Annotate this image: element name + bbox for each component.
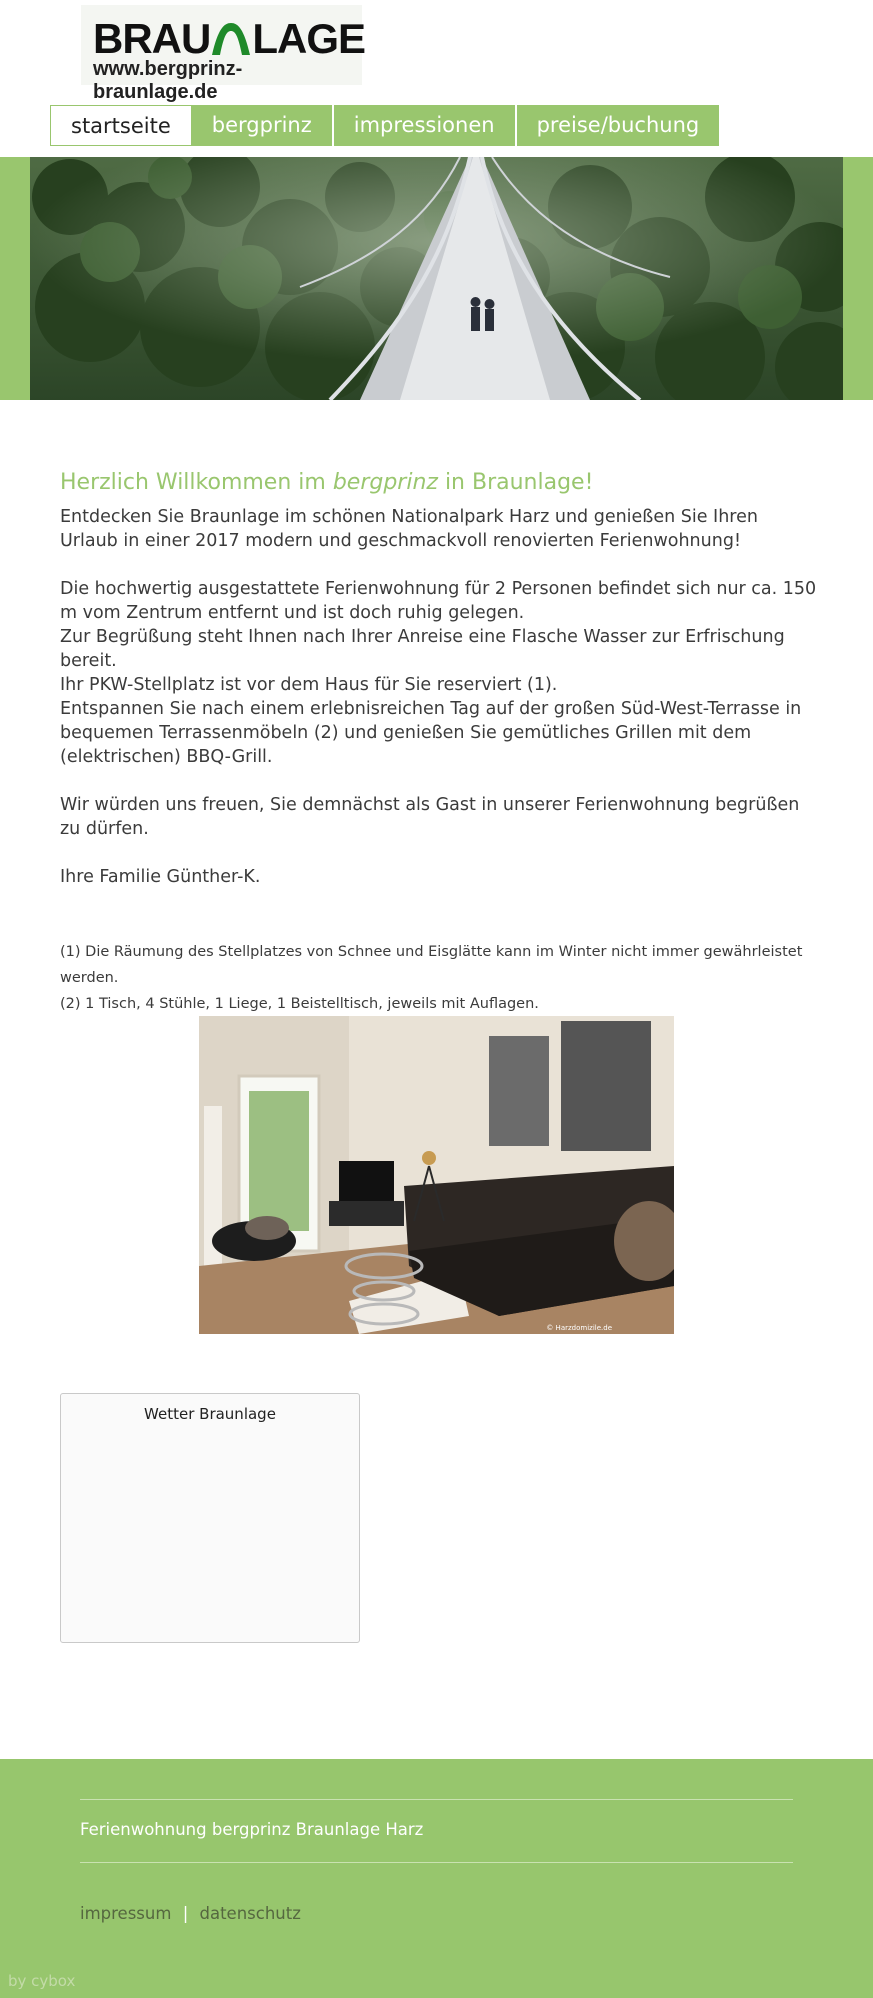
signature-text: Ihre Familie Günther-K. [60,867,261,887]
nav-item-bergprinz[interactable]: bergprinz [192,105,334,146]
detail-text: Zur Begrüßung steht Ihnen nach Ihrer Anreise eine Flasche Wasser zur Erfrischung bereit. [60,627,785,671]
detail-text: Entspannen Sie nach einem erlebnisreichen Tag auf der großen Süd-West-Terrasse in bequemen Terrassenmöbeln (2) und genießen Sie gemütliches Grillen mit dem (elektrischen) BBQ-Grill. [60,699,802,767]
footer-divider [80,1799,793,1800]
footnote: (1) Die Räumung des Stellplatzes von Schnee und Eisglätte kann im Winter nicht immer gewährleistet werden. [60,944,803,986]
welcome-heading: Herzlich Willkommen im bergprinz in Braunlage! [60,470,594,495]
weather-title: Wetter Braunlage [144,1405,276,1423]
detail-text: Die hochwertig ausgestattete Ferienwohnung für 2 Personen befindet sich nur ca. 150 m vom Zentrum entfernt und ist doch ruhig gelegen. [60,579,817,623]
logo-wordmark: BRAU LAGE [93,15,365,62]
main-content [60,470,820,1017]
intro-text: Entdecken Sie Braunlage im schönen Nationalpark Harz und genießen Sie Ihren Urlaub in einer 2017 modern und geschmackvoll renovierten Ferienwohnung! [60,507,758,551]
link-separator: | [182,1904,189,1923]
footnotes [60,939,820,1017]
datenschutz-link[interactable]: datenschutz [199,1904,301,1923]
photo-credit: © Harzdomizile.de [546,1324,612,1332]
footer-divider [80,1862,793,1863]
footer-title: Ferienwohnung bergprinz Braunlage Harz [80,1820,424,1839]
site-footer [0,1759,873,1998]
site-logo[interactable] [81,5,365,103]
living-room-photo [199,1016,674,1334]
nav-item-startseite[interactable]: startseite [50,105,192,146]
footer-links [80,1904,301,1923]
living-room-image [199,1016,674,1334]
footnote: (2) 1 Tisch, 4 Stühle, 1 Liege, 1 Beistelltisch, jeweils mit Auflagen. [60,996,539,1012]
main-nav [50,105,721,146]
logo-url: www.bergprinz-braunlage.de [93,58,243,103]
nav-item-preise-buchung[interactable]: preise/buchung [517,105,722,146]
closing-text: Wir würden uns freuen, Sie demnächst als Gast in unserer Ferienwohnung begrüßen zu dürfen. [60,795,800,839]
weather-widget[interactable] [60,1393,360,1643]
banner-image [30,157,843,400]
detail-text: Ihr PKW-Stellplatz ist vor dem Haus für Sie reserviert (1). [60,675,558,695]
impressum-link[interactable]: impressum [80,1904,172,1923]
arch-icon [210,21,252,55]
site-credit[interactable]: by cybox [8,1972,76,1990]
nav-item-impressionen[interactable]: impressionen [334,105,517,146]
suspension-bridge-forest-image [30,157,843,400]
